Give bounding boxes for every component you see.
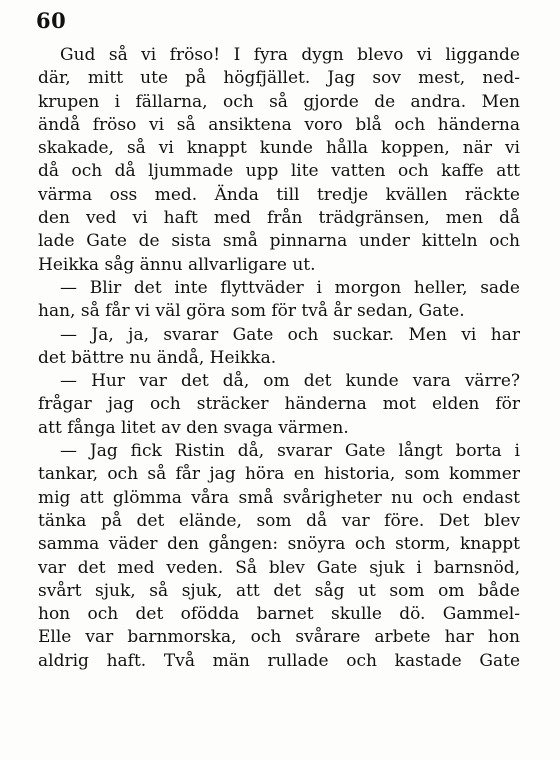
page-number: 60 (36, 8, 67, 33)
text-line: Gud så vi fröso! I fyra dygn blevo vi liggande (60, 45, 520, 65)
text-line: hon och det ofödda barnet skulle dö. Gammel- (38, 604, 520, 625)
text-line: — Hur var det då, om det kunde vara värre? (60, 371, 520, 392)
text-line: tankar, och så får jag höra en historia, som kommer (38, 464, 520, 485)
text-line: den ved vi haft med från trädgränsen, men då (38, 208, 520, 229)
text-line: samma väder den gången: snöyra och storm, knappt (38, 534, 520, 555)
text-line: Heikka såg ännu allvarligare ut. (38, 254, 316, 275)
text-line: krupen i fällarna, och så gjorde de andra. Men (38, 91, 520, 112)
text-line: mig att glömma våra små svårigheter nu och endast (38, 487, 520, 508)
text-line: svårt sjuk, så sjuk, att det såg ut som om både (38, 580, 520, 601)
text-line: lade Gate de sista små pinnarna under kitteln och (38, 231, 520, 252)
text-line: var det med veden. Så blev Gate sjuk i barnsnöd, (38, 557, 520, 578)
text-line: — Jag fick Ristin då, svarar Gate långt borta i (60, 441, 520, 462)
text-line: frågar jag och sträcker händerna mot elden för (38, 394, 520, 415)
text-line: han, så får vi väl göra som för två år sedan, Gate. (38, 301, 465, 322)
text-line: ändå fröso vi så ansiktena voro blå och händerna (38, 114, 520, 135)
text-line: Elle var barnmorska, och svårare arbete har hon (38, 627, 520, 648)
text-line: värma oss med. Ända till tredje kvällen räckte (38, 184, 520, 205)
text-line: tänka på det elände, som då var före. Det blev (38, 510, 520, 531)
text-line: skakade, så vi knappt kunde hålla koppen, när vi (38, 138, 520, 159)
body-text (38, 44, 520, 673)
text-line: aldrig haft. Två män rullade och kastade Gate (38, 650, 520, 671)
text-line: där, mitt ute på högfjället. Jag sov mest, ned- (38, 68, 520, 89)
text-line: — Blir det inte flyttväder i morgon heller, sade (60, 277, 520, 298)
text-line: — Ja, ja, svarar Gate och suckar. Men vi har (60, 324, 520, 345)
text-line: då och då ljummade upp lite vatten och kaffe att (38, 161, 520, 182)
text-line: att fånga litet av den svaga värmen. (38, 417, 349, 438)
text-line: det bättre nu ändå, Heikka. (38, 347, 277, 368)
